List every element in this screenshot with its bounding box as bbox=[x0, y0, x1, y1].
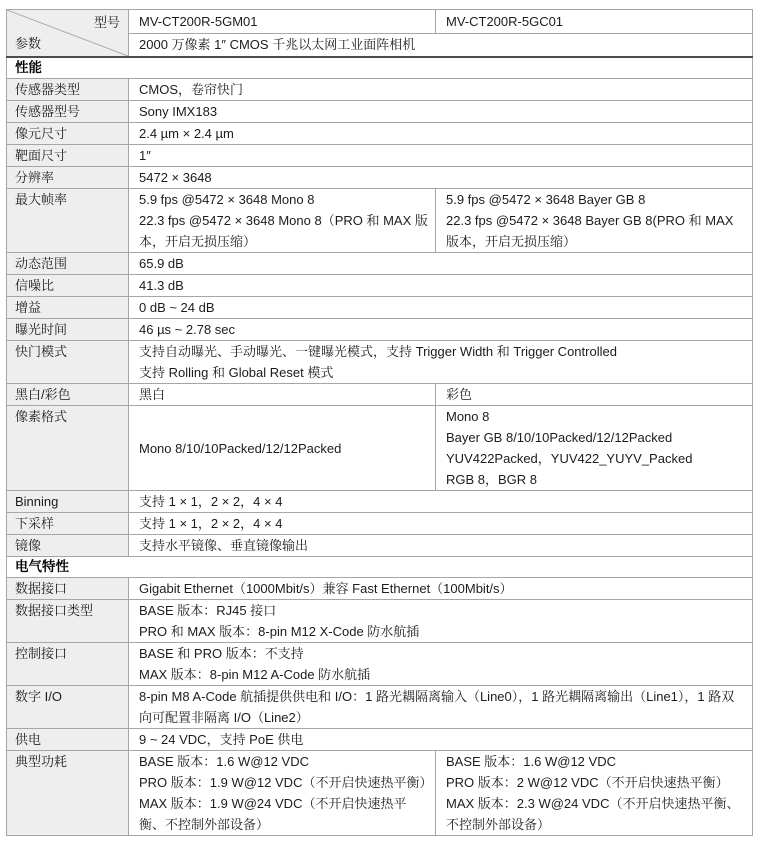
row-label bbox=[7, 101, 129, 123]
row-label bbox=[7, 79, 129, 101]
row-value bbox=[129, 491, 753, 513]
label-text: 下采样 bbox=[15, 516, 55, 531]
label-text: 传感器类型 bbox=[15, 82, 81, 97]
value-line: Gigabit Ethernet（1000Mbit/s）兼容 Fast Ethernet（100Mbit/s） bbox=[139, 581, 513, 596]
row-label bbox=[7, 253, 129, 275]
row-value bbox=[129, 406, 436, 491]
spec-row bbox=[7, 101, 753, 123]
value-line: RGB 8，BGR 8 bbox=[446, 472, 538, 487]
value-line: 支持水平镜像、垂直镜像输出 bbox=[139, 538, 309, 553]
label-text: 像元尺寸 bbox=[15, 126, 68, 141]
row-label bbox=[7, 578, 129, 600]
row-value bbox=[129, 253, 753, 275]
row-value bbox=[129, 578, 753, 600]
spec-row bbox=[7, 341, 753, 384]
header-row-models bbox=[7, 10, 753, 34]
value-line: 41.3 dB bbox=[139, 278, 184, 293]
label-text: 信噪比 bbox=[15, 278, 55, 293]
spec-row bbox=[7, 123, 753, 145]
row-label bbox=[7, 600, 129, 643]
value-line: 5.9 fps @5472 × 3648 Mono 8 bbox=[139, 192, 315, 207]
label-text: 快门模式 bbox=[15, 344, 68, 359]
spec-row bbox=[7, 145, 753, 167]
value-line: 8-pin M8 A-Code 航插提供供电和 I/O：1 路光耦隔离输入（Line0），1 路光耦隔离输出（Line1），1 路双向可配置非隔离 I/O（Line2） bbox=[139, 689, 735, 725]
value-line: Bayer GB 8/10/10Packed/12/12Packed bbox=[446, 430, 673, 445]
value-line: 黑白 bbox=[139, 387, 166, 402]
row-value bbox=[129, 189, 436, 253]
value-line: 9 ~ 24 VDC，支持 PoE 供电 bbox=[139, 732, 304, 747]
value-line: BASE 版本：1.6 W@12 VDC bbox=[139, 754, 309, 769]
label-text: 增益 bbox=[15, 300, 42, 315]
row-label bbox=[7, 319, 129, 341]
row-label bbox=[7, 123, 129, 145]
label-text: 曝光时间 bbox=[15, 322, 68, 337]
spec-row bbox=[7, 600, 753, 643]
row-value bbox=[129, 384, 436, 406]
value-line: CMOS，卷帘快门 bbox=[139, 82, 244, 97]
label-text: 数据接口类型 bbox=[15, 603, 94, 618]
row-label bbox=[7, 341, 129, 384]
section-header-row bbox=[7, 557, 753, 578]
row-label bbox=[7, 643, 129, 686]
value-line: MAX 版本：1.9 W@24 VDC（不开启快速热平衡、不控制外部设备） bbox=[139, 796, 407, 832]
row-label bbox=[7, 189, 129, 253]
label-text: 镜像 bbox=[15, 538, 42, 553]
row-value bbox=[129, 341, 753, 384]
row-value bbox=[436, 751, 753, 836]
row-label bbox=[7, 513, 129, 535]
row-value bbox=[129, 167, 753, 189]
label-text: 靶面尺寸 bbox=[15, 148, 68, 163]
value-line: Mono 8 bbox=[446, 409, 490, 424]
row-value bbox=[129, 686, 753, 729]
spec-row bbox=[7, 189, 753, 253]
spec-row bbox=[7, 79, 753, 101]
value-line: 彩色 bbox=[446, 387, 473, 402]
value-line: PRO 版本：2 W@12 VDC（不开启快速热平衡） bbox=[446, 775, 729, 790]
value-line: Mono 8/10/10Packed/12/12Packed bbox=[139, 440, 342, 456]
value-line: 支持 Rolling 和 Global Reset 模式 bbox=[139, 365, 334, 380]
value-line: PRO 和 MAX 版本：8-pin M12 X-Code 防水航插 bbox=[139, 624, 420, 639]
label-text: 典型功耗 bbox=[15, 754, 68, 769]
row-value bbox=[129, 513, 753, 535]
value-line: 46 µs ~ 2.78 sec bbox=[139, 322, 236, 337]
label-text: 供电 bbox=[15, 732, 42, 747]
label-text: 动态范围 bbox=[15, 256, 68, 271]
row-label bbox=[7, 535, 129, 557]
label-text: 最大帧率 bbox=[15, 192, 68, 207]
row-value bbox=[129, 123, 753, 145]
value-line: 2.4 µm × 2.4 µm bbox=[139, 126, 234, 141]
spec-table bbox=[6, 9, 753, 836]
camera-description: 2000 万像素 1″ CMOS 千兆以太网工业面阵相机 bbox=[129, 34, 753, 58]
row-label bbox=[7, 686, 129, 729]
spec-row bbox=[7, 253, 753, 275]
row-value bbox=[129, 79, 753, 101]
model-name-color: MV-CT200R-5GC01 bbox=[436, 10, 753, 34]
label-text: 分辨率 bbox=[15, 170, 55, 185]
row-label bbox=[7, 297, 129, 319]
value-line: 22.3 fps @5472 × 3648 Mono 8（PRO 和 MAX 版本，开启无损压缩） bbox=[139, 213, 428, 249]
value-line: 支持 1 × 1，2 × 2，4 × 4 bbox=[139, 494, 283, 509]
section-header-row bbox=[7, 57, 753, 79]
spec-row bbox=[7, 406, 753, 491]
row-label bbox=[7, 145, 129, 167]
value-line: Sony IMX183 bbox=[139, 104, 218, 119]
spec-row bbox=[7, 275, 753, 297]
row-value bbox=[129, 751, 436, 836]
value-line: BASE 和 PRO 版本：不支持 bbox=[139, 646, 304, 661]
label-text: 控制接口 bbox=[15, 646, 68, 661]
value-line: 65.9 dB bbox=[139, 256, 184, 271]
row-value bbox=[436, 189, 753, 253]
spec-row bbox=[7, 319, 753, 341]
row-value bbox=[129, 275, 753, 297]
row-value bbox=[129, 535, 753, 557]
value-line: MAX 版本：8-pin M12 A-Code 防水航插 bbox=[139, 667, 371, 682]
row-value bbox=[129, 643, 753, 686]
value-line: 1″ bbox=[139, 148, 151, 163]
row-value bbox=[436, 384, 753, 406]
row-label bbox=[7, 491, 129, 513]
row-value bbox=[129, 145, 753, 167]
corner-cell bbox=[7, 10, 129, 58]
spec-table-body bbox=[7, 10, 753, 836]
spec-row bbox=[7, 513, 753, 535]
corner-label-param: 参数 bbox=[15, 36, 42, 51]
row-label bbox=[7, 384, 129, 406]
value-line: 5.9 fps @5472 × 3648 Bayer GB 8 bbox=[446, 192, 646, 207]
spec-row bbox=[7, 643, 753, 686]
corner-label-model: 型号 bbox=[93, 15, 120, 30]
row-label bbox=[7, 406, 129, 491]
value-line: 支持 1 × 1，2 × 2，4 × 4 bbox=[139, 516, 283, 531]
value-line: 支持自动曝光、手动曝光、一键曝光模式，支持 Trigger Width 和 Trigger Controlled bbox=[139, 344, 617, 359]
label-text: 数字 I/O bbox=[15, 689, 62, 704]
section-title: 性能 bbox=[7, 57, 753, 79]
spec-row bbox=[7, 167, 753, 189]
row-value bbox=[129, 729, 753, 751]
row-value bbox=[129, 319, 753, 341]
section-title: 电气特性 bbox=[7, 557, 753, 578]
label-text: 像素格式 bbox=[15, 409, 68, 424]
spec-row bbox=[7, 578, 753, 600]
spec-row bbox=[7, 384, 753, 406]
row-value bbox=[129, 297, 753, 319]
spec-row bbox=[7, 729, 753, 751]
row-value bbox=[436, 406, 753, 491]
value-line: BASE 版本：RJ45 接口 bbox=[139, 603, 277, 618]
value-line: MAX 版本：2.3 W@24 VDC（不开启快速热平衡、不控制外部设备） bbox=[446, 796, 740, 832]
label-text: Binning bbox=[15, 494, 59, 509]
row-label bbox=[7, 275, 129, 297]
model-name-mono: MV-CT200R-5GM01 bbox=[129, 10, 436, 34]
value-line: 5472 × 3648 bbox=[139, 170, 212, 185]
spec-row bbox=[7, 686, 753, 729]
value-line: 22.3 fps @5472 × 3648 Bayer GB 8(PRO 和 MAX 版本，开启无损压缩） bbox=[446, 213, 734, 249]
label-text: 传感器型号 bbox=[15, 104, 81, 119]
spec-row bbox=[7, 491, 753, 513]
label-text: 数据接口 bbox=[15, 581, 68, 596]
row-label bbox=[7, 729, 129, 751]
value-line: YUV422Packed，YUV422_YUYV_Packed bbox=[446, 451, 693, 466]
spec-row bbox=[7, 751, 753, 836]
row-label bbox=[7, 167, 129, 189]
value-line: 0 dB ~ 24 dB bbox=[139, 300, 215, 315]
row-value bbox=[129, 101, 753, 123]
label-text: 黑白/彩色 bbox=[15, 387, 71, 402]
spec-row bbox=[7, 535, 753, 557]
value-line: PRO 版本：1.9 W@12 VDC（不开启快速热平衡） bbox=[139, 775, 433, 790]
row-label bbox=[7, 751, 129, 836]
value-line: BASE 版本：1.6 W@12 VDC bbox=[446, 754, 616, 769]
spec-row bbox=[7, 297, 753, 319]
row-value bbox=[129, 600, 753, 643]
